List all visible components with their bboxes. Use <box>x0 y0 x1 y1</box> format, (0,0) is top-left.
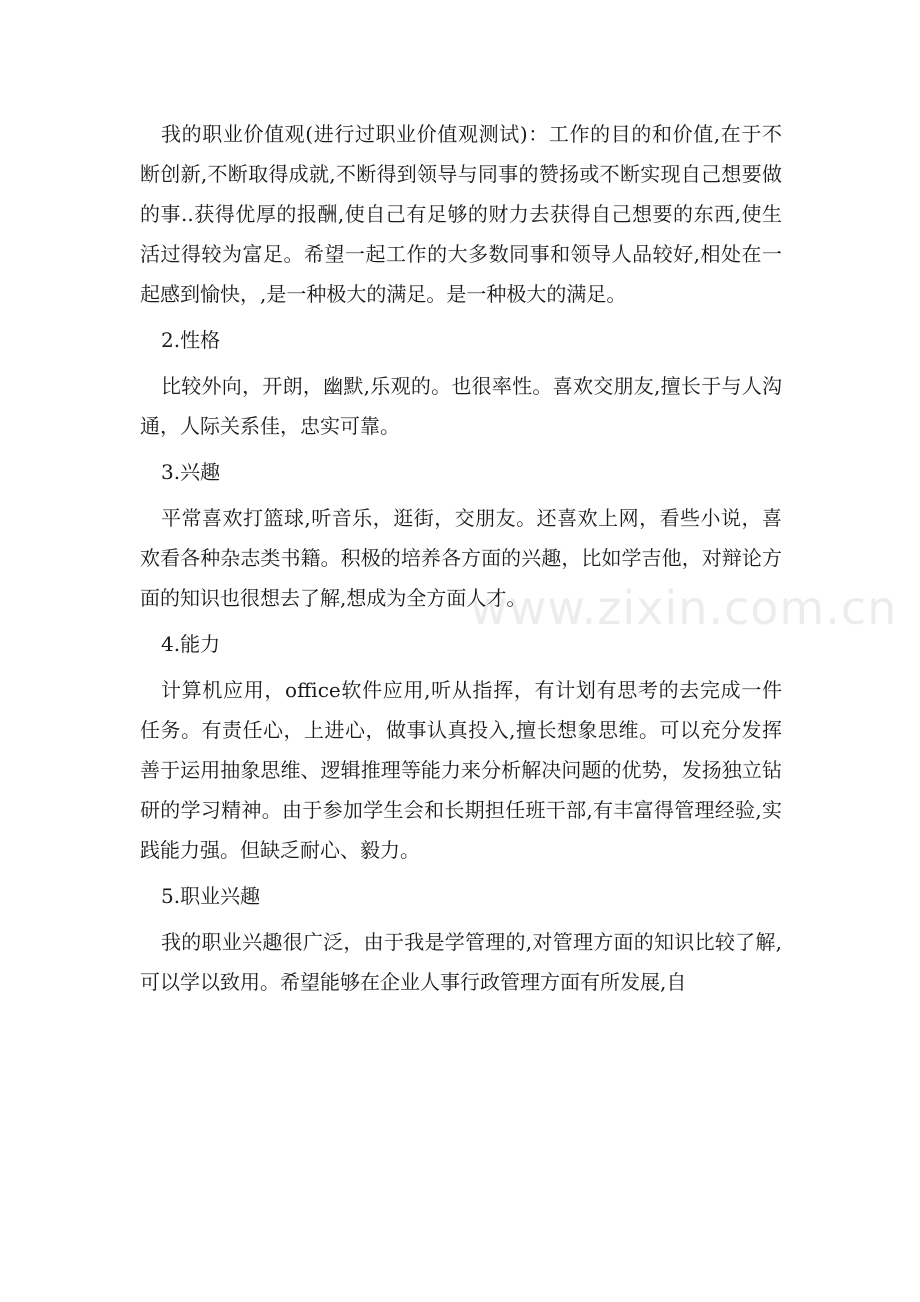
document-body <box>140 114 782 1008</box>
paragraph-abilities: 计算机应用，office软件应用,听从指挥，有计划有思考的去完成一件任务。有责任心，上进心，做事认真投入,擅长想象思维。可以充分发挥善于运用抽象思维、逻辑推理等能力来分析解决问题的优势，发扬独立钻研的学习精神。由于参加学生会和长期担任班干部,有丰富得管理经验,实践能力强。但缺乏耐心、毅力。 <box>140 678 782 862</box>
heading-career-interest: 5.职业兴趣 <box>161 884 261 908</box>
paragraph-interests: 平常喜欢打篮球,听音乐，逛街，交朋友。还喜欢上网，看些小说，喜欢看各种杂志类书籍。积极的培养各方面的兴趣，比如学吉他，对辩论方面的知识也很想去了解,想成为全方面人才。 <box>140 506 782 610</box>
paragraph-personality: 比较外向，开朗，幽默,乐观的。也很率性。喜欢交朋友,擅长于与人沟通，人际关系佳，忠实可靠。 <box>140 374 782 438</box>
paragraph-values: 我的职业价值观(进行过职业价值观测试)：工作的目的和价值,在于不断创新,不断取得成就,不断得到领导与同事的赞扬或不断实现自己想要做的事..获得优厚的报酬,使自己有足够的财力去获得自己想要的东西,使生活过得较为富足。希望一起工作的大多数同事和领导人品较好,相处在一起感到愉快，,是一种极大的满足。是一种极大的满足。 <box>140 122 782 306</box>
watermark-text: www.zixin.com.cn <box>470 581 898 635</box>
heading-interests: 3.兴趣 <box>161 460 221 484</box>
heading-abilities: 4.能力 <box>161 632 221 656</box>
heading-personality: 2.性格 <box>161 328 221 352</box>
paragraph-career-interest: 我的职业兴趣很广泛，由于我是学管理的,对管理方面的知识比较了解,可以学以致用。希望能够在企业人事行政管理方面有所发展,自 <box>140 930 782 994</box>
